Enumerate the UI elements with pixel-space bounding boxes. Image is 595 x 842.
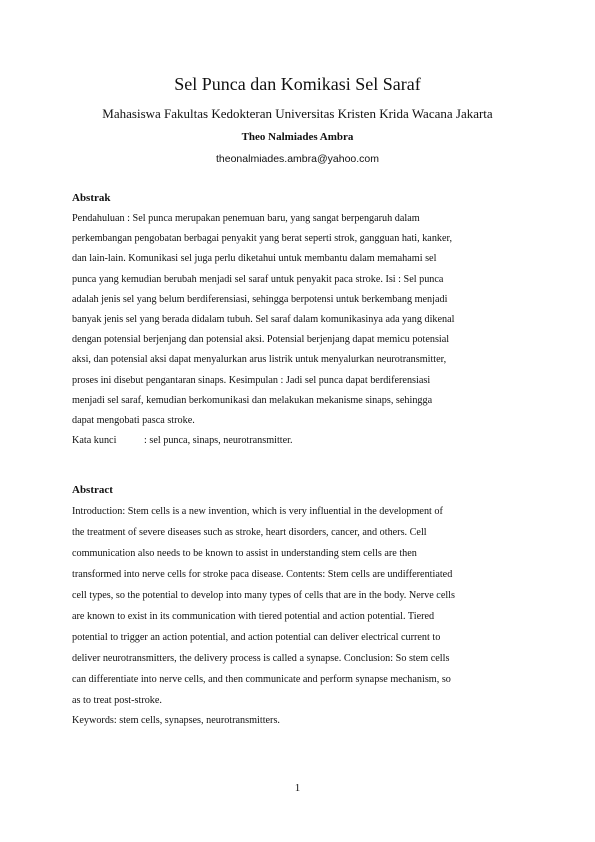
abstract-line: as to treat post-stroke. xyxy=(72,695,162,706)
author-name: Theo Nalmiades Ambra xyxy=(241,131,354,143)
abstract-line: cell types, so the potential to develop into many types of cells that are in the body. Nerve cells xyxy=(72,590,455,601)
abstrak-section xyxy=(72,191,522,451)
abstract-section xyxy=(72,483,522,731)
abstract-body xyxy=(72,501,522,711)
abstract-line: potential to trigger an action potential, and action potential can deliver electrical current to xyxy=(72,632,441,643)
abstrak-body xyxy=(72,209,522,431)
abstrak-line: dengan potensial berjenjang dan potensial aksi. Potensial berjenjang dapat memicu potensial xyxy=(72,334,450,346)
abstrak-keywords-value: : sel punca, sinaps, neurotransmitter. xyxy=(144,435,293,447)
abstrak-line: proses ini disebut pengantaran sinaps. Kesimpulan : Jadi sel punca dapat berdiferensiasi xyxy=(72,374,431,386)
abstrak-line: Pendahuluan : Sel punca merupakan penemuan baru, yang sangat berpengaruh dalam xyxy=(72,213,420,224)
abstract-keywords: Keywords: stem cells, synapses, neurotransmitters. xyxy=(72,715,280,726)
abstrak-heading: Abstrak xyxy=(72,192,111,204)
abstract-heading: Abstract xyxy=(72,484,113,496)
abstrak-line: dan lain-lain. Komunikasi sel juga perlu diketahui untuk membantu dalam memahami sel xyxy=(72,253,437,265)
author-email: theonalmiades.ambra@yahoo.com xyxy=(216,153,379,165)
abstract-line: Introduction: Stem cells is a new invention, which is very influential in the development of xyxy=(72,506,443,517)
abstrak-keywords-label: Kata kunci xyxy=(72,435,117,447)
abstrak-line: banyak jenis sel yang berada didalam tubuh. Sel saraf dalam komunikasinya ada yang dikenal xyxy=(72,314,455,326)
abstract-line: deliver neurotransmitters, the delivery process is called a synapse. Conclusion: So stem cells xyxy=(72,653,450,664)
paper-title: Sel Punca dan Komikasi Sel Saraf xyxy=(174,74,421,94)
abstrak-keywords xyxy=(72,431,522,451)
page-number: 1 xyxy=(294,782,301,794)
abstrak-line: perkembangan pengobatan berbagai penyakit yang berat seperti strok, gangguan hati, kanker, xyxy=(72,233,453,245)
abstract-line: can differentiate into nerve cells, and then communicate and perform synapse mechanism, so xyxy=(72,674,451,685)
abstrak-line: adalah jenis sel yang belum berdiferensiasi, sehingga berpotensi untuk berkembang menjadi xyxy=(72,293,448,305)
abstrak-line: punca yang kemudian berubah menjadi sel saraf untuk penyakit paca stroke. Isi : Sel punca xyxy=(72,273,444,285)
abstract-line: the treatment of severe diseases such as stroke, heart disorders, cancer, and others. Cell xyxy=(72,527,427,538)
abstract-line: transformed into nerve cells for stroke paca disease. Contents: Stem cells are undifferentiated xyxy=(72,569,453,580)
author-affiliation: Mahasiswa Fakultas Kedokteran Universitas Kristen Krida Wacana Jakarta xyxy=(102,106,493,121)
abstrak-line: menjadi sel saraf, kemudian berkomunikasi dan melakukan mekanisme sinaps, sehingga xyxy=(72,394,433,406)
abstrak-line: dapat mengobati pasca stroke. xyxy=(72,415,195,427)
abstract-line: are known to exist in its communication with tiered potential and action potential. Tiered xyxy=(72,611,435,622)
abstract-line: communication also needs to be known to assist in understanding stem cells are then xyxy=(72,548,417,559)
abstrak-line: aksi, dan potensial aksi dapat menyalurkan arus listrik untuk menyalurkan neurotransmitter, xyxy=(72,354,447,366)
